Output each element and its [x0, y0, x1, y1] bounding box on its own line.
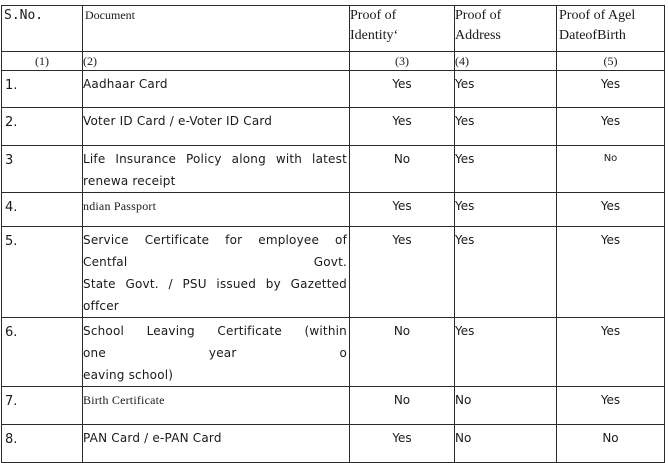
row-proof-of-address: Yes — [455, 193, 557, 227]
row-sno: 4. — [2, 193, 83, 227]
header-document: Document — [83, 6, 350, 52]
row-document — [83, 318, 350, 387]
table-row — [2, 71, 665, 108]
row-proof-of-identity: Yes — [350, 108, 455, 146]
row-proof-of-identity: No — [350, 387, 455, 425]
header-identity-line1: Proof of — [350, 8, 397, 23]
document-line: Voter ID Card / e-Voter ID Card — [83, 114, 273, 128]
header-address-line2: Address — [455, 28, 501, 43]
row-proof-of-identity: No — [350, 146, 455, 193]
row-document — [83, 193, 350, 227]
row-proof-of-address: Yes — [455, 318, 557, 387]
document-line: PAN Card / e-PAN Card — [83, 431, 222, 445]
document-line: Birth Certificate — [83, 393, 165, 407]
document-line: eaving school) — [83, 368, 174, 382]
document-line: Life Insurance Policy along with latest — [83, 152, 347, 166]
row-document — [83, 146, 350, 193]
row-document — [83, 425, 350, 463]
document-line: renewa receipt — [83, 174, 176, 188]
header-identity-line2: Identity‘ — [350, 28, 399, 43]
row-proof-of-dob: Yes — [557, 227, 665, 318]
proof-documents-table — [1, 5, 665, 463]
header-dob-line2: DateofBirth — [559, 28, 626, 43]
header-proof-of-dob — [557, 6, 665, 52]
header-proof-of-identity — [350, 6, 455, 52]
document-line: Service Certificate for employee of — [83, 233, 347, 247]
row-sno: 2. — [2, 108, 83, 146]
row-proof-of-address: No — [455, 387, 557, 425]
row-proof-of-dob: Yes — [557, 71, 665, 108]
table-row — [2, 193, 665, 227]
row-sno: 5. — [2, 227, 83, 318]
table-row — [2, 146, 665, 193]
row-sno: 8. — [2, 425, 83, 463]
row-proof-of-address: No — [455, 425, 557, 463]
table-row — [2, 318, 665, 387]
document-line: one year o — [83, 346, 347, 360]
row-document — [83, 71, 350, 108]
row-document — [83, 108, 350, 146]
row-sno: 1. — [2, 71, 83, 108]
header-address-line1: Proof of — [455, 8, 502, 23]
row-proof-of-identity: Yes — [350, 227, 455, 318]
row-proof-of-identity: Yes — [350, 71, 455, 108]
document-line: Aadhaar Card — [83, 77, 168, 91]
row-proof-of-dob: Yes — [557, 387, 665, 425]
document-line: School Leaving Certificate (within — [83, 324, 347, 338]
header-dob-line1: Proof of Agel — [559, 8, 636, 23]
row-proof-of-address: Yes — [455, 71, 557, 108]
row-document — [83, 227, 350, 318]
column-number: (5) — [557, 52, 665, 71]
document-line: State Govt. / PSU issued by Gazetted offcer — [83, 277, 347, 313]
row-proof-of-dob: Yes — [557, 108, 665, 146]
row-proof-of-identity: Yes — [350, 193, 455, 227]
column-number: (3) — [350, 52, 455, 71]
row-sno: 6. — [2, 318, 83, 387]
row-proof-of-dob: Yes — [557, 318, 665, 387]
column-number: (2) — [83, 52, 350, 71]
table-header-row — [2, 6, 665, 52]
table-row — [2, 425, 665, 463]
column-number-row — [2, 52, 665, 71]
row-proof-of-identity: Yes — [350, 425, 455, 463]
row-proof-of-address: Yes — [455, 146, 557, 193]
table-body — [2, 71, 665, 463]
column-number: (1) — [2, 52, 83, 71]
header-sno: S.No. — [2, 6, 83, 52]
row-proof-of-dob: No — [557, 425, 665, 463]
table-row — [2, 108, 665, 146]
row-proof-of-address: Yes — [455, 227, 557, 318]
row-sno: 7. — [2, 387, 83, 425]
table-row — [2, 227, 665, 318]
row-proof-of-address: Yes — [455, 108, 557, 146]
row-proof-of-identity: No — [350, 318, 455, 387]
row-proof-of-dob: No — [557, 146, 665, 193]
document-line: Centfal Govt. — [83, 255, 347, 269]
row-sno: 3 — [2, 146, 83, 193]
table-row — [2, 387, 665, 425]
header-proof-of-address — [455, 6, 557, 52]
row-proof-of-dob: Yes — [557, 193, 665, 227]
column-number: (4) — [455, 52, 557, 71]
document-line: ndian Passport — [83, 199, 157, 213]
row-document — [83, 387, 350, 425]
